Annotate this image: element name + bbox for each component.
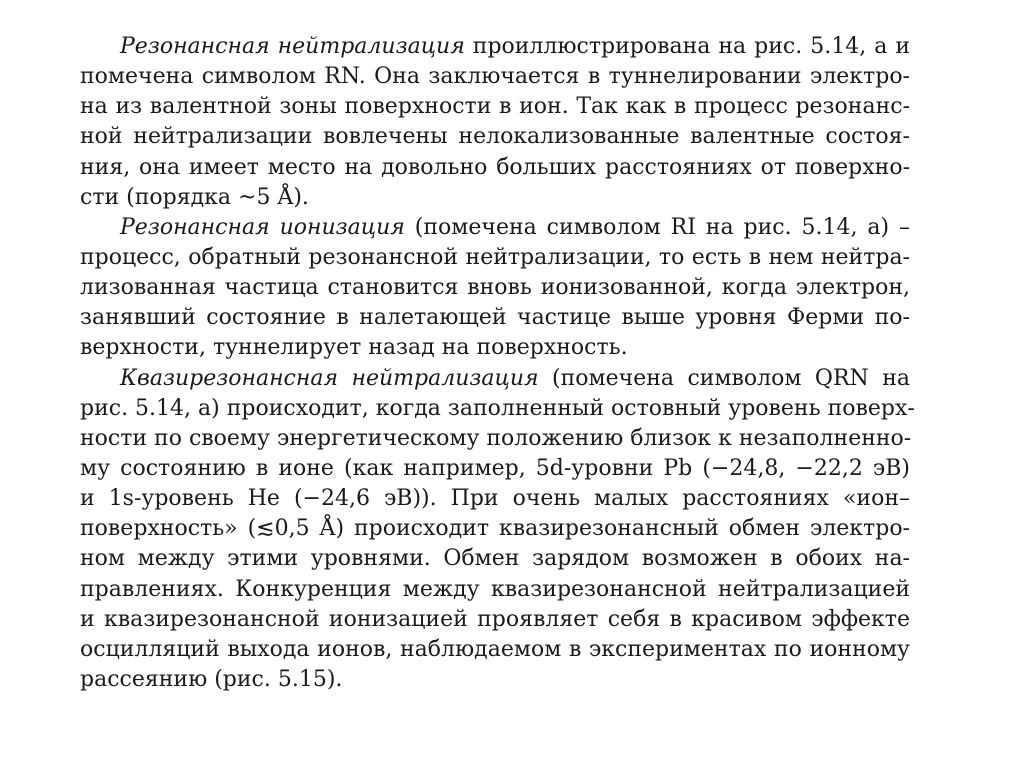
- term-italic: Резонансная нейтрализация: [120, 34, 465, 59]
- line-text: проиллюстрирована на рис. 5.14, a и: [464, 34, 910, 59]
- text-line: на из валентной зоны поверхности в ион. Так как в процесс резонанс-: [80, 94, 910, 120]
- term-italic: Квазирезонансная нейтрализация: [120, 365, 539, 391]
- text-line: му состоянию в ионе (как например, 5d-уровни Pb (−24,8, −22,2 эВ): [80, 455, 910, 481]
- paragraph-quasi-resonant-neutralization: [80, 364, 915, 696]
- line-text: (помечена символом QRN на: [538, 365, 910, 391]
- text-line: сти (порядка ~5 Å).: [80, 184, 309, 210]
- text-line: процесс, обратный резонансной нейтрализации, то есть в нем нейтра-: [80, 244, 910, 270]
- text-line: правлениях. Конкуренция между квазирезонансной нейтрализацией: [80, 576, 910, 602]
- text-line: ном между этими уровнями. Обмен зарядом возможен в обоих на-: [80, 546, 910, 572]
- text-line: рассеянию (рис. 5.15).: [80, 666, 343, 692]
- text-line: помечена символом RN. Она заключается в туннелировании электро-: [80, 64, 910, 90]
- text-line: ной нейтрализации вовлечены нелокализованные валентные состоя-: [80, 124, 910, 150]
- text-line: осцилляций выхода ионов, наблюдаемом в экспериментах по ионному: [80, 636, 910, 662]
- line-text: (помечена символом RI на рис. 5.14, a) –: [404, 214, 910, 240]
- text-line: [80, 32, 910, 62]
- text-line: [80, 364, 910, 394]
- paragraph-resonant-ionization: [80, 213, 910, 364]
- body-text: [80, 32, 915, 695]
- paragraph-resonant-neutralization: [80, 32, 910, 213]
- text-line: ния, она имеет место на довольно больших расстояниях от поверхно-: [80, 154, 910, 180]
- text-line: и 1s-уровень He (−24,6 эВ)). При очень малых расстояниях «ион–: [80, 486, 910, 512]
- text-line: лизованная частица становится вновь ионизованной, когда электрон,: [80, 275, 910, 301]
- text-line: [80, 213, 910, 243]
- term-italic: Резонансная ионизация: [120, 214, 405, 240]
- text-line: верхности, туннелирует назад на поверхность.: [80, 335, 628, 361]
- text-line: занявший состояние в налетающей частице выше уровня Ферми по-: [80, 305, 910, 331]
- text-line: поверхность» (≲0,5 Å) происходит квазирезонансный обмен электро-: [80, 516, 910, 542]
- text-line: ности по своему энергетическому положению близок к незаполненно-: [80, 425, 912, 451]
- text-line: рис. 5.14, a) происходит, когда заполненный остовный уровень поверх-: [80, 395, 915, 421]
- text-line: и квазирезонансной ионизацией проявляет себя в красивом эффекте: [80, 606, 910, 632]
